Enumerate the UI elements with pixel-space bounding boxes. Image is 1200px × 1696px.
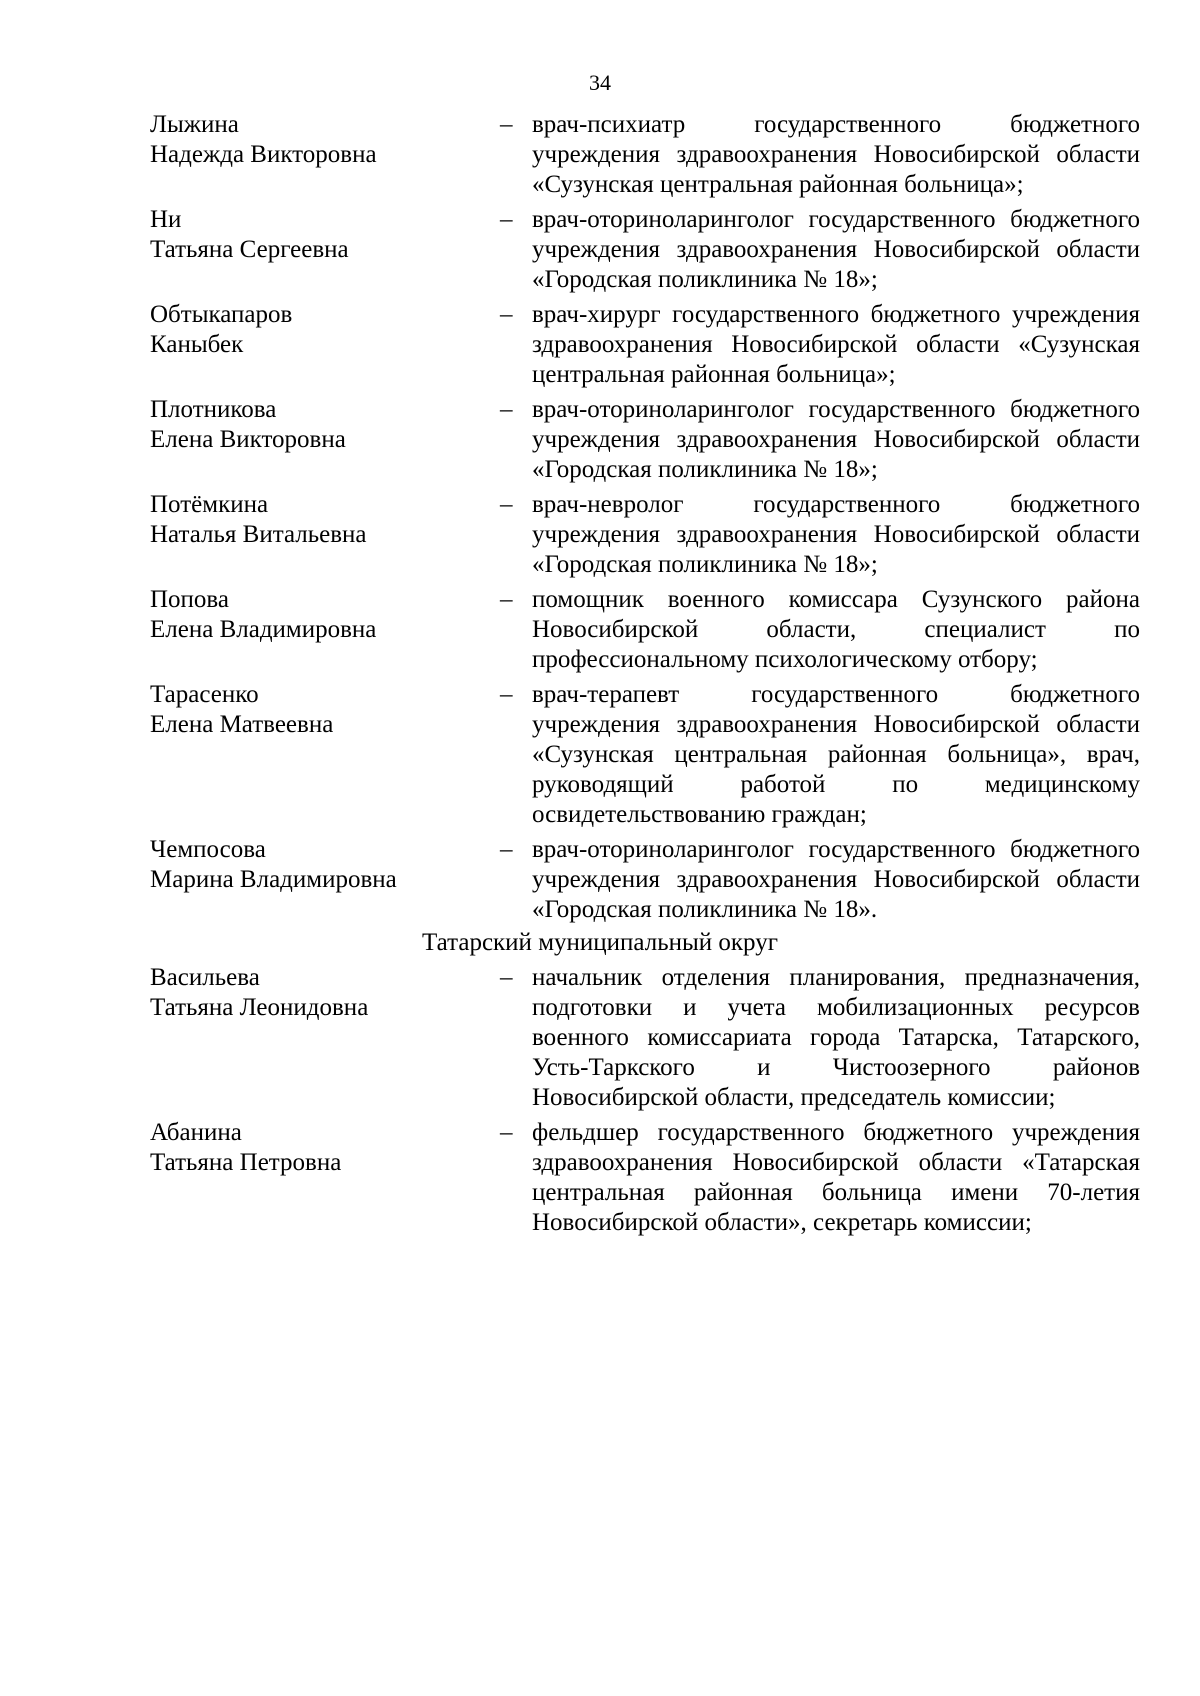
member-name: [150, 585, 470, 645]
section-heading: Татарский муниципальный округ: [422, 929, 778, 956]
dash-separator: –: [500, 206, 513, 233]
member-given-names: Надежда Викторовна: [150, 141, 377, 168]
member-given-names: Татьяна Петровна: [150, 1149, 342, 1176]
member-given-names: Елена Владимировна: [150, 616, 377, 643]
member-position: врач-психиатр государственного бюджетного учреждения здравоохранения Новосибирской области «Сузунская центральная районная больница»;: [532, 111, 1140, 198]
member-entry: [150, 300, 1140, 390]
member-entry: [150, 395, 1140, 485]
member-position: начальник отделения планирования, предназначения, подготовки и учета мобилизационных ресурсов военного комиссариата города Татарска, Татарского, Усть-Таркского и Чистоозерного районов Новосибирской области, председатель комиссии;: [532, 964, 1140, 1111]
member-position: врач-хирург государственного бюджетного учреждения здравоохранения Новосибирской области «Сузунская центральная районная больница»;: [532, 301, 1140, 388]
member-position: врач-оториноларинголог государственного бюджетного учреждения здравоохранения Новосибирской области «Городская поликлиника № 18»;: [532, 206, 1140, 293]
member-name: [150, 680, 470, 740]
member-given-names: Наталья Витальевна: [150, 521, 367, 548]
member-surname: Потёмкина: [150, 491, 269, 518]
member-surname: Абанина: [150, 1119, 242, 1146]
dash-separator: –: [500, 586, 513, 613]
member-surname: Обтыкапаров: [150, 301, 293, 328]
member-entry: [150, 490, 1140, 580]
member-given-names: Елена Матвеевна: [150, 711, 334, 738]
dash-separator: –: [500, 964, 513, 991]
dash-separator: –: [500, 396, 513, 423]
member-entry: [150, 963, 1140, 1113]
member-given-names: Татьяна Леонидовна: [150, 994, 369, 1021]
member-name: [150, 205, 470, 265]
member-entry: [150, 1118, 1140, 1238]
member-position: врач-невролог государственного бюджетного учреждения здравоохранения Новосибирской области «Городская поликлиника № 18»;: [532, 491, 1140, 578]
member-name: [150, 395, 470, 455]
member-given-names: Татьяна Сергеевна: [150, 236, 349, 263]
member-given-names: Марина Владимировна: [150, 866, 397, 893]
member-position: помощник военного комиссара Сузунского района Новосибирской области, специалист по профессиональному психологическому отбору;: [532, 586, 1140, 673]
member-position: фельдшер государственного бюджетного учреждения здравоохранения Новосибирской области «Татарская центральная районная больница имени 70-летия Новосибирской области», секретарь комиссии;: [532, 1119, 1140, 1236]
dash-separator: –: [500, 491, 513, 518]
member-entry: [150, 110, 1140, 200]
member-surname: Васильева: [150, 964, 260, 991]
member-name: [150, 300, 470, 360]
member-surname: Попова: [150, 586, 230, 613]
dash-separator: –: [500, 1119, 513, 1146]
member-given-names: Елена Викторовна: [150, 426, 346, 453]
member-name: [150, 1118, 470, 1178]
member-surname: Чемпосова: [150, 836, 266, 863]
page-number: 34: [589, 70, 611, 95]
member-name: [150, 963, 470, 1023]
member-given-names: Каныбек: [150, 331, 244, 358]
member-surname: Плотникова: [150, 396, 277, 423]
member-position: врач-оториноларинголог государственного бюджетного учреждения здравоохранения Новосибирской области «Городская поликлиника № 18».: [532, 836, 1140, 923]
member-surname: Ни: [150, 206, 182, 233]
member-surname: Лыжина: [150, 111, 239, 138]
member-name: [150, 110, 470, 170]
dash-separator: –: [500, 301, 513, 328]
member-position: врач-оториноларинголог государственного бюджетного учреждения здравоохранения Новосибирской области «Городская поликлиника № 18»;: [532, 396, 1140, 483]
member-name: [150, 490, 470, 550]
dash-separator: –: [500, 681, 513, 708]
member-position: врач-терапевт государственного бюджетного учреждения здравоохранения Новосибирской области «Сузунская центральная районная больница», врач, руководящий работой по медицинскому освидетельствованию граждан;: [532, 681, 1140, 828]
dash-separator: –: [500, 111, 513, 138]
member-entry: [150, 835, 1140, 925]
member-name: [150, 835, 470, 895]
member-surname: Тарасенко: [150, 681, 259, 708]
member-entry: [150, 205, 1140, 295]
dash-separator: –: [500, 836, 513, 863]
member-entry: [150, 680, 1140, 830]
commission-member-list: [150, 110, 1140, 1243]
member-entry: [150, 585, 1140, 675]
